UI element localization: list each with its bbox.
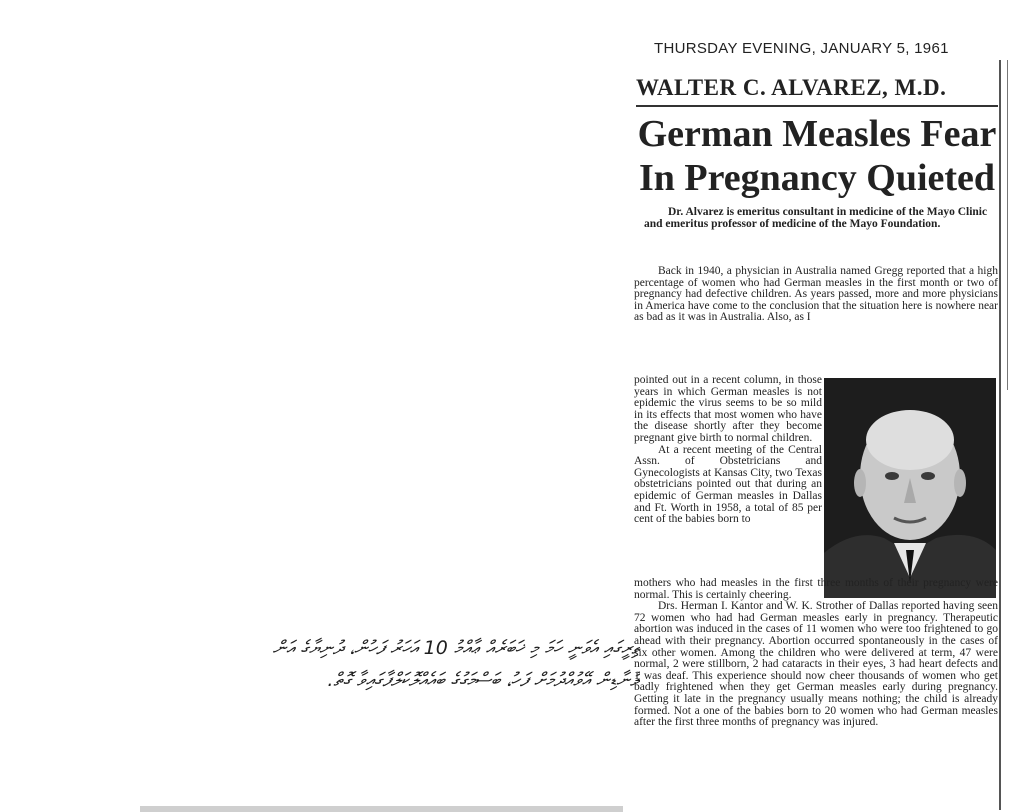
column-paragraph-2: At a recent meeting of the Central Assn. of Obstetricians and Gynecologists at Kansas City, two Texas obstetricians pointed out that during an epidemic of German measles in Dallas and Ft. Worth in 1958, a total of 85 per cent of the babies born to [634, 443, 822, 526]
headline-line-1: German Measles Fear [637, 113, 997, 155]
dhivehi-caption [0, 632, 640, 696]
bottom-paragraph-2: Drs. Herman I. Kantor and W. K. Strother of Dallas reported having seen 72 women who had had German measles early in pregnancy. Therapeutic abortion was induced in the cases of 11 women who were too frightened to go ahead with their pregnancy. Abortion occurred spontaneously in the cases of six other women. Among the children who were delivered at term, 47 were normal, 2 were stillborn, 2 had cataracts in their eyes, 3 had heart defects and 1 was deaf. This experience should now cheer thousands of women who get badly frightened when they get German measles early during pregnancy. Getting it late in the pregnancy usually means nothing; the child is already formed. Not a one of the babies born to 20 women who had German measles after the first three months of pregnancy was injured. [634, 600, 998, 729]
column-divider-secondary [1007, 60, 1008, 390]
author-bio: Dr. Alvarez is emeritus consultant in medicine of the Mayo Clinic and emeritus professor of medicine of the Mayo Foundation. [644, 206, 988, 230]
column-divider [999, 60, 1001, 810]
headline [636, 112, 998, 200]
portrait-image [824, 378, 996, 598]
byline: WALTER C. ALVAREZ, M.D. [636, 75, 947, 100]
author-photo [824, 378, 996, 598]
article-column [634, 375, 822, 526]
article-paragraph-1: Back in 1940, a physician in Australia named Gregg reported that a high percentage of women who had German measles in the first month or two of pregnancy had defective children. As years passed, more and more physicians in America have come to the conclusion that the situation here is nowhere near as bad as it was in Australia. Also, as I [634, 265, 998, 324]
newspaper-clipping [624, 30, 1002, 810]
dateline: THURSDAY EVENING, JANUARY 5, 1961 [654, 40, 949, 57]
caption-line-1: ތިރީގައި އެވަނީ ހަމަ މި ޚަބަރެއް ޢާއްމު 10 އަހަރު ފަހުން، ދުނިޔާގެ އަން [272, 637, 640, 659]
byline-divider [636, 105, 998, 107]
scroll-edge-bar [140, 806, 623, 812]
article-continuation [634, 578, 998, 729]
headline-line-2: In Pregnancy Quieted [638, 157, 996, 199]
bottom-paragraph-1: mothers who had measles in the first three months of their pregnancy were normal. This is certainly cheering. [634, 577, 998, 601]
column-paragraph-1: pointed out in a recent column, in those years in which German measles is not epidemic the virus seems to be so mild in its effects that most women who have the disease shortly after they become pregnant give birth to normal children. [634, 374, 822, 444]
caption-line-2: ލޮނާޑިން އޭވުއްދުމަށް ފަހު، ބަސްމަގުގެ ބައެއްލޮކަލްފާގައިވާ ގޮތް. [327, 669, 640, 691]
